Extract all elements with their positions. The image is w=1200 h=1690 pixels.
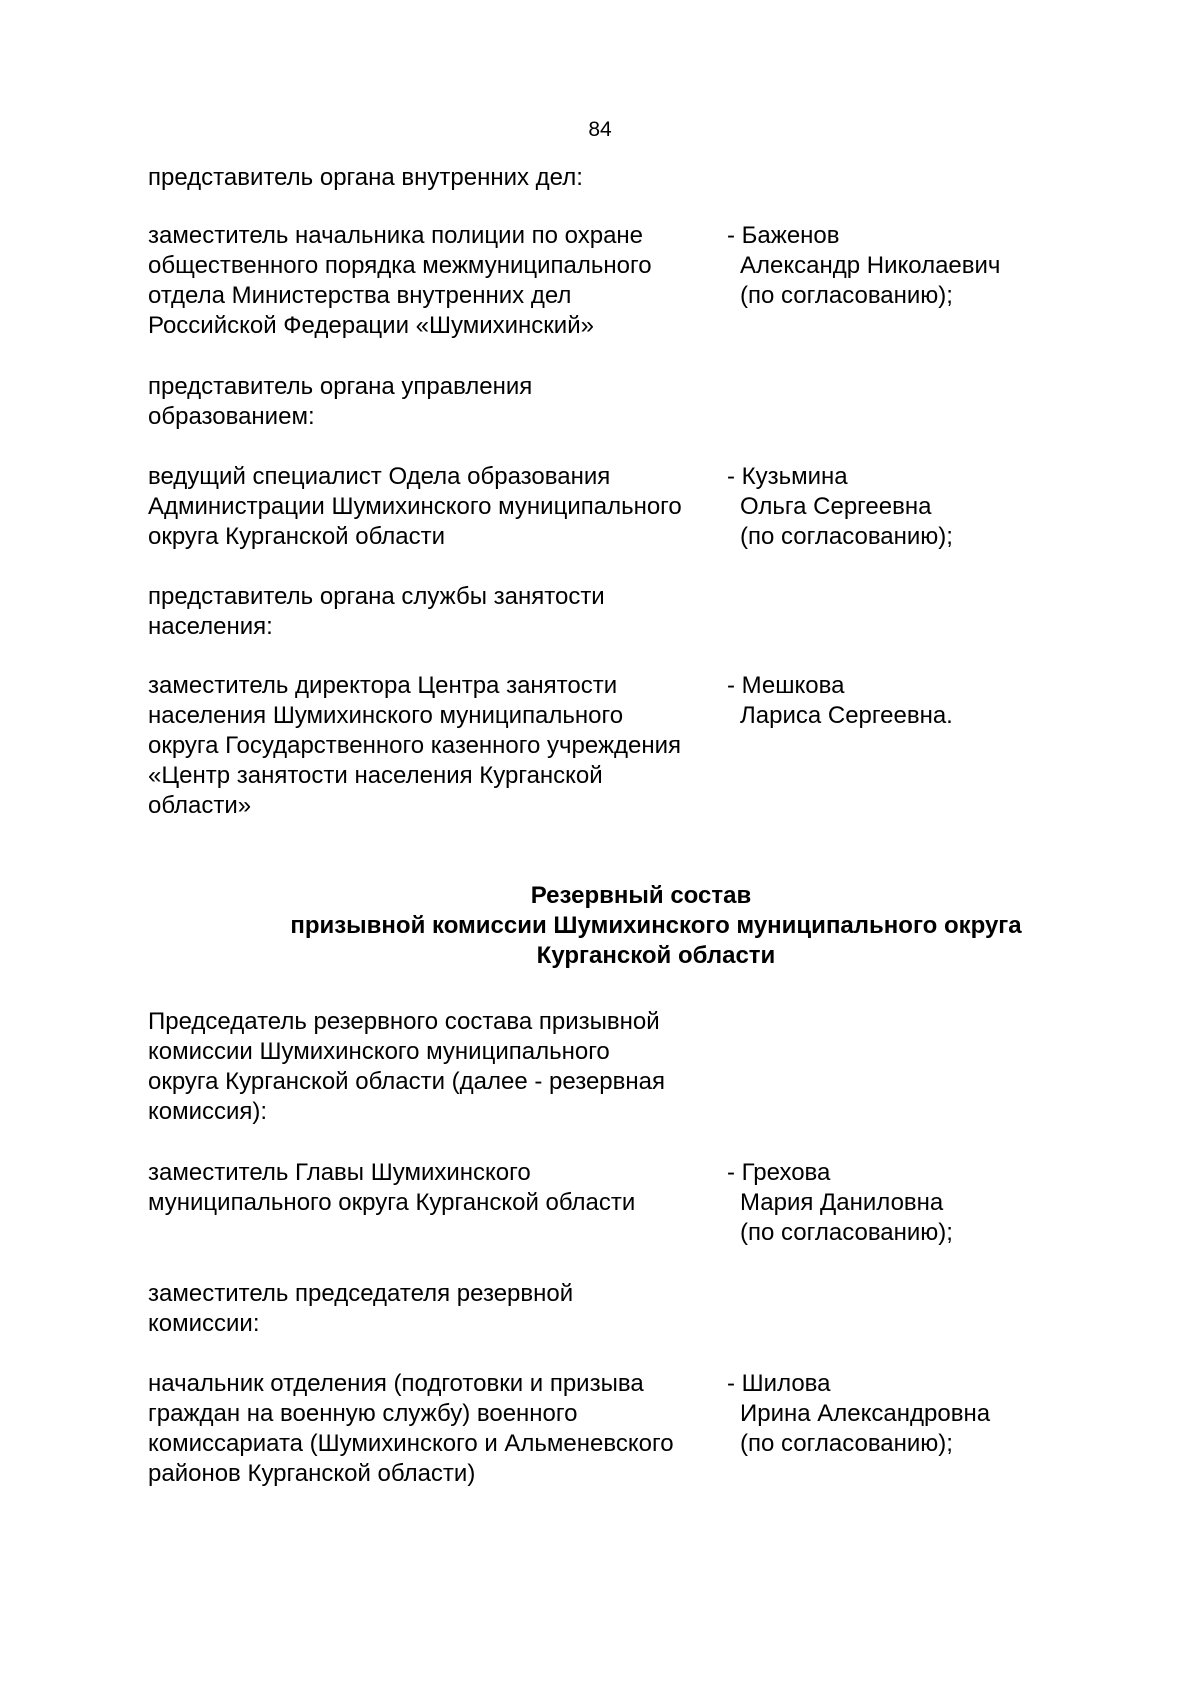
heading-line: комиссии: bbox=[148, 1310, 260, 1337]
heading-line: комиссия): bbox=[148, 1098, 268, 1125]
position-line: начальник отделения (подготовки и призыва bbox=[148, 1370, 644, 1397]
person-name: Мария Даниловна bbox=[740, 1189, 944, 1216]
position-line: округа Государственного казенного учреждения bbox=[148, 732, 682, 759]
heading-line: населения: bbox=[148, 613, 273, 640]
heading-line: образованием: bbox=[148, 403, 315, 430]
person-name: Ольга Сергеевна bbox=[740, 493, 932, 520]
person-surname: - Мешкова bbox=[727, 672, 845, 699]
position-line: комиссариата (Шумихинского и Альменевского bbox=[148, 1430, 674, 1457]
position-line: ведущий специалист Одела образования bbox=[148, 463, 611, 490]
person-name: Лариса Сергеевна. bbox=[740, 702, 953, 729]
position-line: округа Курганской области bbox=[148, 523, 446, 550]
person-surname: - Кузьмина bbox=[727, 463, 848, 490]
position-line: Российской Федерации «Шумихинский» bbox=[148, 312, 594, 339]
position-line: заместитель директора Центра занятости bbox=[148, 672, 618, 699]
position-line: населения Шумихинского муниципального bbox=[148, 702, 624, 729]
person-surname: - Шилова bbox=[727, 1370, 831, 1397]
section-title-line: призывной комиссии Шумихинского муниципального округа bbox=[290, 912, 1022, 939]
person-note: (по согласованию); bbox=[740, 1219, 953, 1246]
person-name: Александр Николаевич bbox=[740, 252, 1001, 279]
person-note: (по согласованию); bbox=[740, 1430, 953, 1457]
heading-line: округа Курганской области (далее - резервная bbox=[148, 1068, 665, 1095]
heading-line: комиссии Шумихинского муниципального bbox=[148, 1038, 610, 1065]
person-surname: - Грехова bbox=[727, 1159, 831, 1186]
heading-line: представитель органа службы занятости bbox=[148, 583, 605, 610]
heading-line: представитель органа управления bbox=[148, 373, 533, 400]
section-title-line: Курганской области bbox=[536, 942, 776, 969]
person-surname: - Баженов bbox=[727, 222, 840, 249]
person-note: (по согласованию); bbox=[740, 282, 953, 309]
page-number: 84 bbox=[588, 118, 612, 141]
heading-line: заместитель председателя резервной bbox=[148, 1280, 574, 1307]
position-line: Администрации Шумихинского муниципального bbox=[148, 493, 682, 520]
position-line: области» bbox=[148, 792, 252, 819]
position-line: «Центр занятости населения Курганской bbox=[148, 762, 603, 789]
heading-line: Председатель резервного состава призывной bbox=[148, 1008, 660, 1035]
position-line: отдела Министерства внутренних дел bbox=[148, 282, 572, 309]
section-title-line: Резервный состав bbox=[530, 882, 752, 909]
person-note: (по согласованию); bbox=[740, 523, 953, 550]
position-line: заместитель начальника полиции по охране bbox=[148, 222, 644, 249]
heading-line: представитель органа внутренних дел: bbox=[148, 164, 583, 191]
position-line: заместитель Главы Шумихинского bbox=[148, 1159, 531, 1186]
position-line: общественного порядка межмуниципального bbox=[148, 252, 652, 279]
position-line: районов Курганской области) bbox=[148, 1460, 476, 1487]
position-line: муниципального округа Курганской области bbox=[148, 1189, 636, 1216]
position-line: граждан на военную службу) военного bbox=[148, 1400, 578, 1427]
person-name: Ирина Александровна bbox=[740, 1400, 991, 1427]
